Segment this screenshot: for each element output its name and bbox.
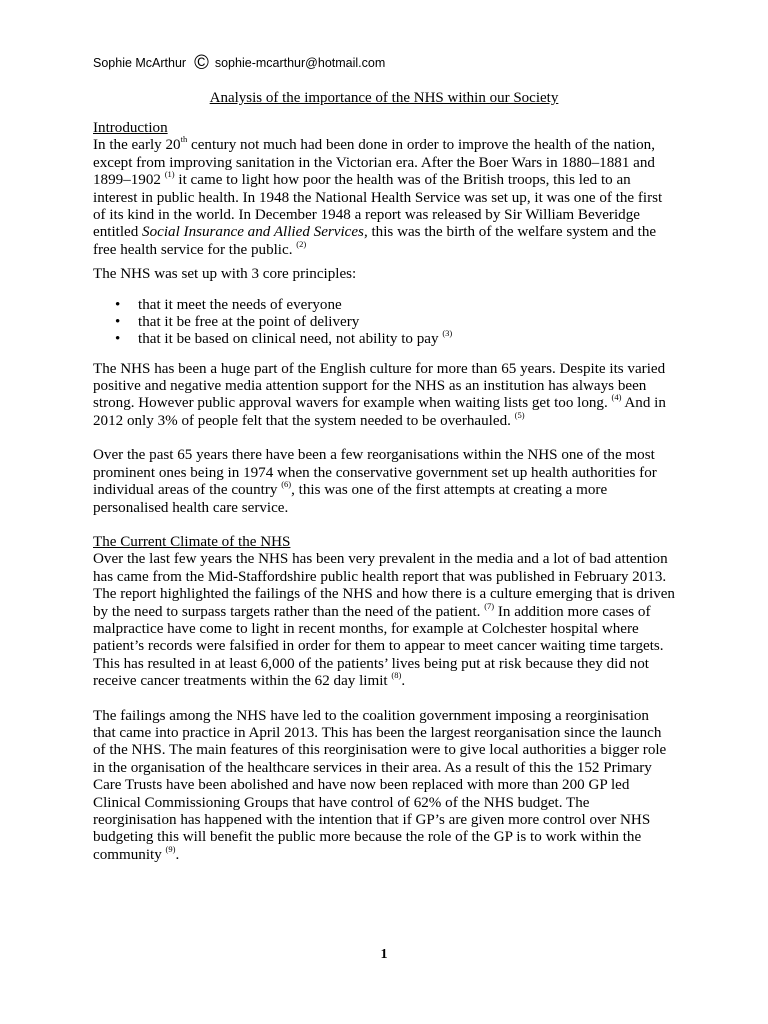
list-item: • that it meet the needs of everyone [115,296,342,313]
citation-9: (9) [165,843,176,854]
climate-paragraph-1: Over the last few years the NHS has been very prevalent in the media and a lot of bad attention has came from the Mid-Staffordshire public health report that was published in February 2013. The report highlighted the failings of the NHS and how there is a culture emerging that is driven by the need to surpass targets rather than the need of the patient. $^{(7)}$ In addition more cases of malpractice have come to light in recent months, for example at Colchester hospital where patient’s records were falsified in order for them to appear to meet cancer waiting time targets. This has resulted in at least 6,000 of the patients’ lives being put at risk because they did not receive cancer treatments within the 62 day limit $^{(8)}$. [93,551,675,690]
document-header [93,50,385,73]
report-title: Social Insurance and Allied Services [142,224,364,241]
intro-paragraph-3: The NHS has been a huge part of the English culture for more than 65 years. Despite its varied positive and negative media attention support for the NHS as an institution has always been strong. However public approval wavers for example when waiting lists get too long. $^{(4)}$ And in 2012 only 3% of people felt that the system needed to be overhauled. $^{(5)}$ [93,360,666,429]
climate-paragraph-2: The failings among the NHS have led to the coalition government imposing a reorginisation that came into practice in April 2013. This has been the largest reorganisation since the launch of the NHS. The main features of this reorginisation were to give local authorities a bigger role in the organisation of the healthcare services in their area. As a result of this the 152 Primary Care Trusts have been abolished and have now been replaced with more than 200 GP led Clinical Commissioning Groups that have control of 62% of the NHS budget. The reorginisation has happened with the intention that if GP’s are given more control over NHS budgeting this will benefit the public more because the role of the GP is to work within the community $^{(9)}$. [93,707,667,863]
citation-1: (1) [164,169,175,180]
citation-4: (4) [611,392,622,403]
document-body [93,120,675,864]
citation-5: (5) [514,409,525,420]
climate-heading: The Current Climate of the NHS [93,533,291,550]
intro-paragraph-4: Over the past 65 years there have been a few reorganisations within the NHS one of the most prominent ones being in 1974 when the conservative government set up health authorities for individual areas of the country $^{(6)}$, this was one of the first attempts at creating a more personalised health care service. [93,447,657,516]
citation-8: (8) [391,670,402,681]
bullet-icon: • [115,313,121,330]
title-text: Analysis of the importance of the NHS within our Society [209,90,559,106]
principles-list [93,297,675,348]
bullet-icon: • [115,296,121,313]
intro-paragraph-2: The NHS was set up with 3 core principles: [93,266,357,283]
citation-2: (2) [296,238,307,249]
list-item: • that it be based on clinical need, not ability to pay $^{(3)}$ [115,327,453,347]
bullet-icon: • [115,330,121,347]
author-email: sophie-mcarthur@hotmail.com [214,56,386,70]
intro-paragraph-1: In the early 20th century not much had been done in order to improve the health of the nation, except from improving sanitation in the Victorian era. After the Boer Wars in 1880–1881 and 1899–1902 $^{(1)}$ it came to light how poor the health was of the British troops, this led to an interest in public health. In 1948 the National Health Service was set up, it was one of the first of its kind in the world. In December 1948 a report was released by Sir William Beveridge entitled Social Insurance and Allied Services, this was the birth of the welfare system and the free health service for the public. $^{(2)}$ [93,134,663,258]
list-item: • that it be free at the point of delivery [115,313,360,330]
intro-heading: Introduction [93,120,168,136]
page-number: 1 [380,947,388,962]
copyright-icon: © [194,52,209,74]
citation-6: (6) [281,479,292,490]
author-name: Sophie McArthur [93,56,187,70]
citation-7: (7) [484,600,495,611]
citation-3: (3) [442,327,453,338]
document-title [0,90,768,107]
